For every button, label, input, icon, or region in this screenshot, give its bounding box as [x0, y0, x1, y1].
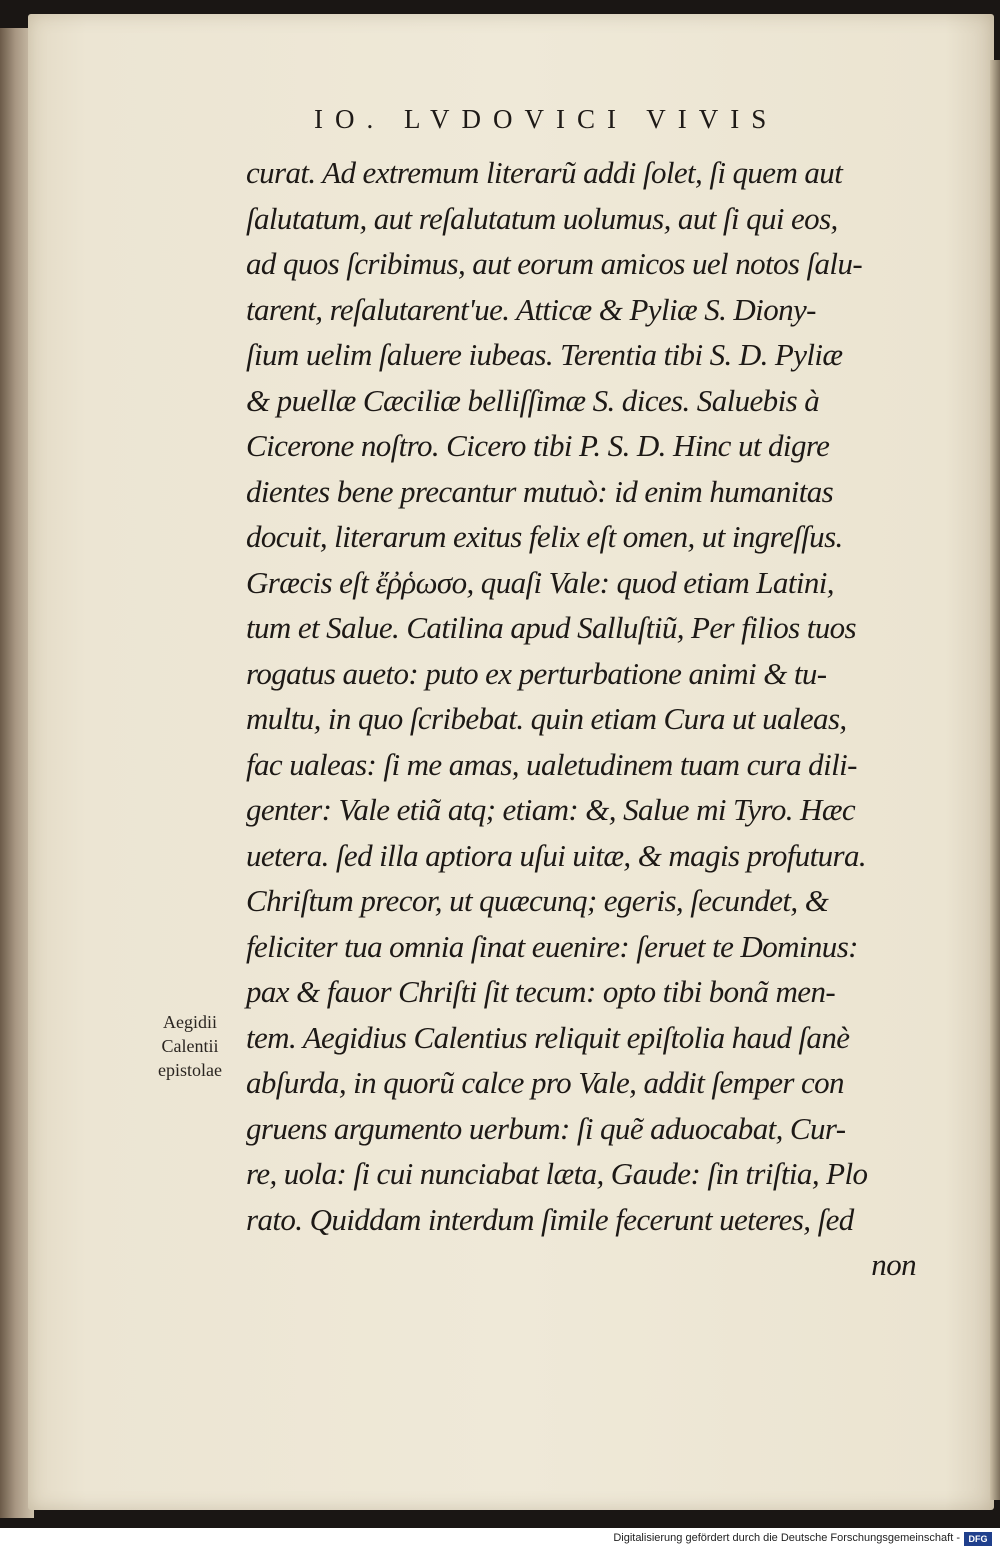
marginal-note-line: Aegidii	[163, 1012, 217, 1032]
dfg-logo: DFG	[964, 1532, 992, 1546]
text-line: abſurda, in quorũ calce pro Vale, addit ſemper con	[246, 1065, 844, 1100]
text-line: re, uola: ſi cui nunciabat læta, Gaude: ſin triſtia, Plo	[246, 1156, 868, 1191]
text-line: docuit, literarum exitus felix eſt omen, ut ingreſſus.	[246, 519, 843, 554]
marginal-note-line: Calentii	[161, 1036, 219, 1056]
text-line: gruens argumento uerbum: ſi quẽ aduocabat, Cur-	[246, 1110, 846, 1146]
text-line: dientes bene precantur mutuò: id enim humanitas	[246, 473, 834, 509]
body-text	[246, 150, 926, 1288]
text-line: tum et Salue. Catilina apud Salluſtiũ, Per filios tuos	[246, 610, 856, 645]
text-line: feliciter tua omnia ſinat euenire: ſeruet te Dominus:	[246, 928, 858, 964]
marginal-note	[140, 1010, 240, 1082]
text-line: ſalutatum, aut reſalutatum uolumus, aut ſi qui eos,	[246, 200, 838, 236]
text-line: tarent, reſalutarent'ue. Atticæ & Pyliæ S. Diony-	[246, 291, 816, 327]
text-line: curat. Ad extremum literarũ addi ſolet, ſi quem aut	[246, 155, 843, 190]
text-line: tem. Aegidius Calentius reliquit epiſtolia haud ſanè	[246, 1019, 850, 1055]
page-edge	[990, 60, 1000, 1500]
running-head: IO. LVDOVICI VIVIS	[314, 104, 779, 134]
marginal-note-line: epistolae	[158, 1060, 222, 1080]
text-line: rato. Quiddam interdum ſimile fecerunt ueteres, ſed	[246, 1201, 854, 1237]
text-line: ſium uelim ſaluere iubeas. Terentia tibi S. D. Pyliæ	[246, 337, 843, 372]
text-line: & puellæ Cæciliæ belliſſimæ S. dices. Saluebis à	[246, 382, 820, 418]
text-line: fac ualeas: ſi me amas, ualetudinem tuam cura dili-	[246, 746, 857, 782]
text-line: multu, in quo ſcribebat. quin etiam Cura ut ualeas,	[246, 701, 847, 736]
text-line: genter: Vale etiã atq; etiam: &, Salue mi Tyro. Hæc	[246, 792, 856, 827]
text-line: uetera. ſed illa aptiora uſui uitæ, & magis profutura.	[246, 837, 867, 873]
text-line: Cicerone noſtro. Cicero tibi P. S. D. Hinc ut digre	[246, 428, 830, 463]
catchword: non	[871, 1247, 916, 1282]
text-line: ad quos ſcribimus, aut eorum amicos uel notos ſalu-	[246, 246, 863, 281]
text-line: Chriſtum precor, ut quæcunq; egeris, ſecundet, &	[246, 883, 829, 918]
funding-credit: Digitalisierung gefördert durch die Deutsche Forschungsgemeinschaft -	[613, 1532, 960, 1544]
text-line: rogatus aueto: puto ex perturbatione animi & tu-	[246, 655, 827, 691]
text-line: pax & fauor Chriſti ſit tecum: opto tibi bonã men-	[246, 974, 836, 1009]
footer-bar	[0, 1528, 1000, 1551]
text-line: Græcis eſt ἔῤῥωσο, quaſi Vale: quod etiam Latini,	[246, 564, 834, 600]
